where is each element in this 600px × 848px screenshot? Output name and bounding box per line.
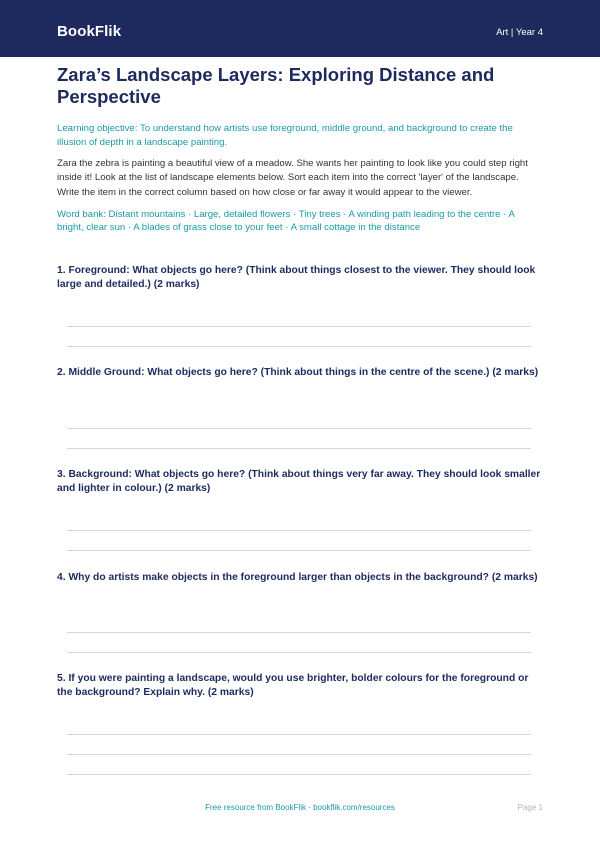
question-1-text: 1. Foreground: What objects go here? (Think about things closest to the viewer. They should look large and detailed.) (2 marks)	[57, 265, 536, 291]
answer-line[interactable]	[67, 448, 531, 449]
subject-year-label: Art | Year 4	[496, 27, 543, 38]
page-title: Zara’s Landscape Layers: Exploring Distance and Perspective	[57, 64, 495, 107]
question-2-text: 2. Middle Ground: What objects go here? (Think about things in the centre of the scene.) (2 marks)	[57, 367, 539, 378]
answer-line[interactable]	[67, 530, 531, 531]
header-bar	[0, 0, 600, 57]
answer-line[interactable]	[67, 734, 531, 735]
footer-source-link[interactable]: Free resource from BookFlik · bookflik.com/resources	[205, 803, 395, 812]
word-bank: Word bank: Distant mountains · Large, detailed flowers · Tiny trees · A winding path leading to the centre · A bright, clear sun · A blades of grass close to your feet · A small cottage in the distance	[57, 208, 515, 234]
page-number: Page 1	[517, 803, 543, 812]
question-5-text: 5. If you were painting a landscape, would you use brighter, bolder colours for the foreground or the background? Explain why. (2 marks)	[57, 673, 529, 699]
answer-line[interactable]	[67, 550, 531, 551]
brand-logo-text: BookFlik	[57, 23, 122, 40]
question-3-text: 3. Background: What objects go here? (Think about things very far away. They should look smaller and lighter in colour.) (2 marks)	[57, 469, 541, 495]
answer-line[interactable]	[67, 754, 531, 755]
answer-line[interactable]	[67, 326, 531, 327]
instructions-text: Zara the zebra is painting a beautiful view of a meadow. She wants her painting to look like you could step right inside it! Look at the list of landscape elements below. Sort each item into the correct 'layer' of the landscape. Write the item in the correct column based on how close or far away it would appear to the viewer.	[57, 158, 528, 198]
question-4-text: 4. Why do artists make objects in the foreground larger than objects in the background? (2 marks)	[57, 572, 538, 583]
answer-line[interactable]	[67, 774, 531, 775]
answer-line[interactable]	[67, 632, 531, 633]
answer-line[interactable]	[67, 652, 531, 653]
learning-objective: Learning objective: To understand how artists use foreground, middle ground, and background to create the illusion of depth in a landscape painting.	[57, 123, 513, 148]
answer-line[interactable]	[67, 428, 531, 429]
answer-line[interactable]	[67, 346, 531, 347]
worksheet-intro	[57, 64, 543, 235]
